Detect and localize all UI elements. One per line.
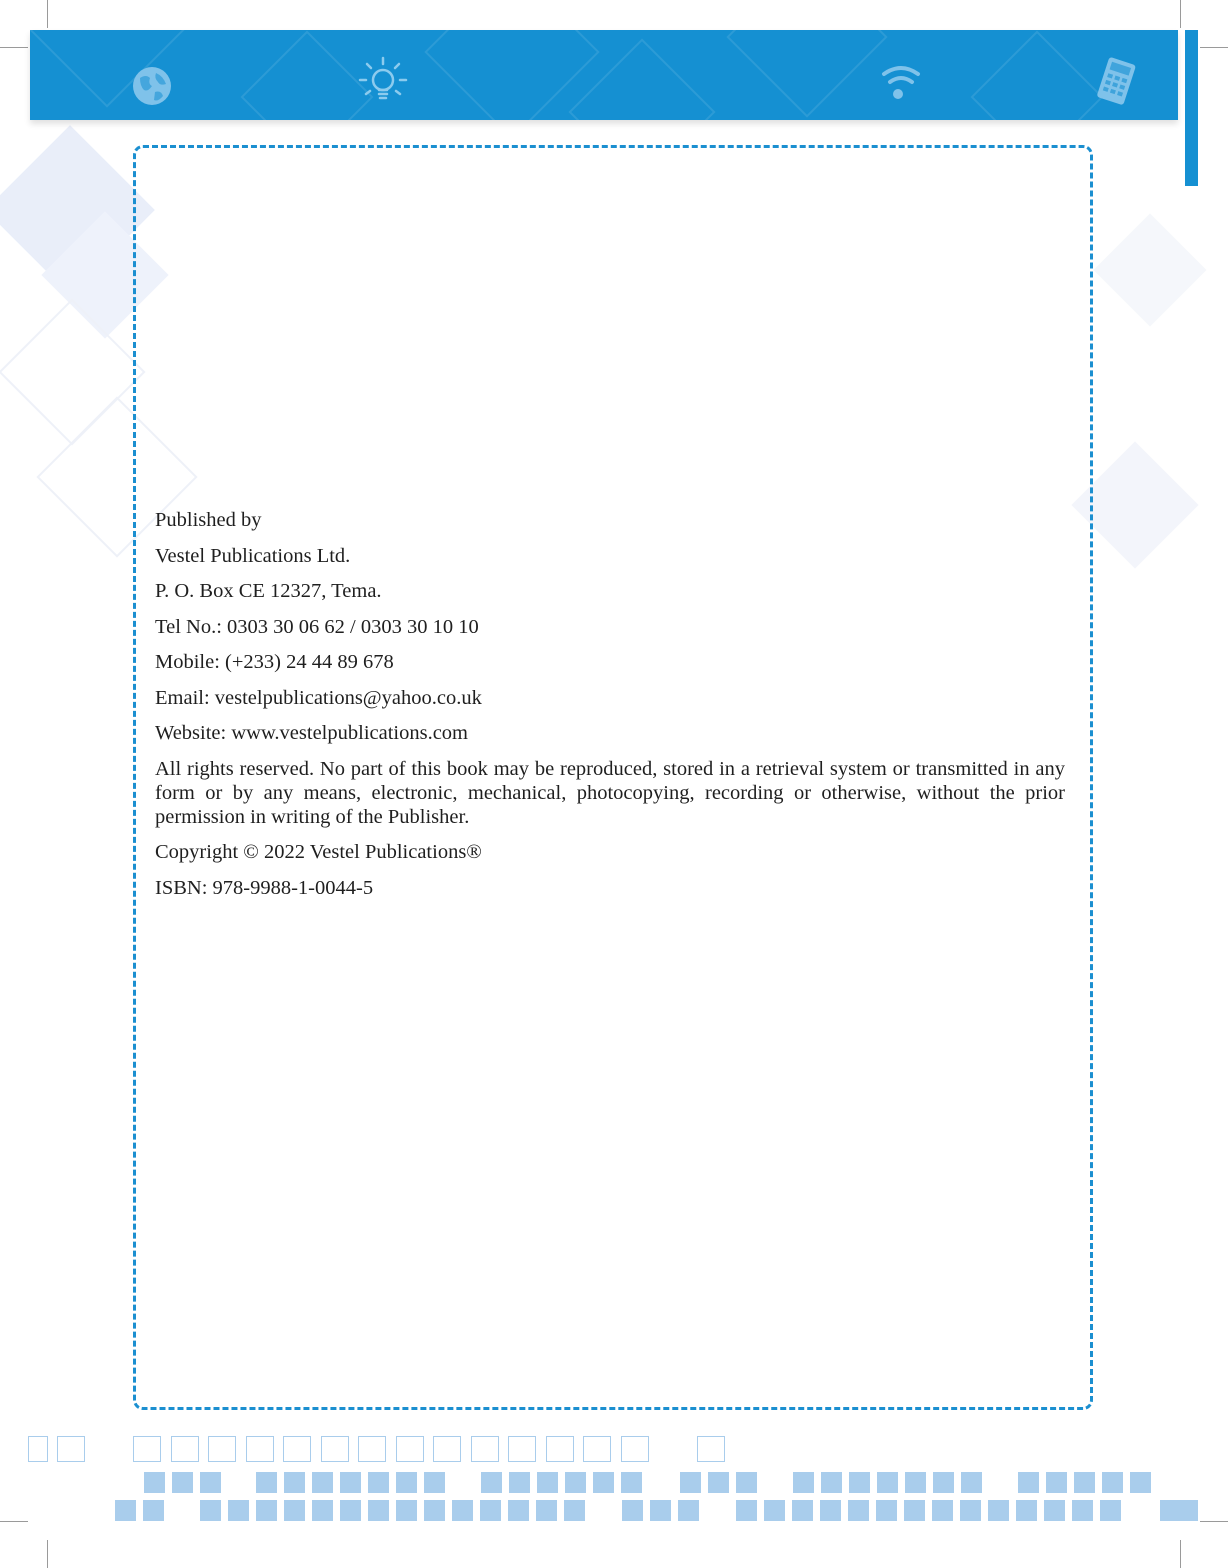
outline-square (546, 1436, 574, 1462)
background-diamond (1093, 213, 1206, 326)
filled-square (680, 1472, 701, 1493)
filled-square (424, 1472, 445, 1493)
filled-square (736, 1500, 757, 1521)
filled-square (1018, 1472, 1039, 1493)
filled-square (764, 1500, 785, 1521)
filled-square (849, 1472, 870, 1493)
filled-square (115, 1500, 136, 1521)
email: Email: vestelpublications@yahoo.co.uk (155, 686, 482, 709)
mobile: Mobile: (+233) 24 44 89 678 (155, 651, 394, 673)
filled-square (1016, 1500, 1037, 1521)
crop-mark (1180, 0, 1181, 28)
filled-square (622, 1500, 643, 1521)
crop-mark (0, 1521, 28, 1522)
filled-square (143, 1500, 164, 1521)
lightbulb-icon (354, 54, 412, 112)
filled-square (905, 1472, 926, 1493)
filled-square (144, 1472, 165, 1493)
isbn: ISBN: 978-9988-1-0044-5 (155, 876, 374, 899)
filled-square (678, 1500, 699, 1521)
telephone: Tel No.: 0303 30 06 62 / 0303 30 10 10 (155, 615, 479, 638)
filled-square (536, 1500, 557, 1521)
rights-statement: All rights reserved. No part of this book may be reproduced, stored in a retrieval system or transmitted in any form or by any means, electronic, mechanical, photocopying, recording or otherwise, without the prior permission in writing of the Publisher. (155, 757, 1065, 828)
filled-square (509, 1472, 530, 1493)
filled-square (452, 1500, 473, 1521)
filled-square (932, 1500, 953, 1521)
crop-mark (1200, 47, 1228, 48)
published-by-label: Published by (155, 509, 262, 531)
filled-square (820, 1500, 841, 1521)
copyright: Copyright © 2022 Vestel Publications® (155, 841, 482, 863)
filled-square (961, 1472, 982, 1493)
outline-square (396, 1436, 424, 1462)
filled-square (256, 1472, 277, 1493)
outline-square (28, 1436, 48, 1462)
filled-square (1074, 1472, 1095, 1493)
outline-square (583, 1436, 611, 1462)
filled-square (284, 1472, 305, 1493)
crop-mark (0, 47, 28, 48)
filled-square (312, 1500, 333, 1521)
filled-square (708, 1472, 729, 1493)
outline-square (57, 1436, 85, 1462)
filled-square (200, 1472, 221, 1493)
filled-square (593, 1472, 614, 1493)
filled-square (650, 1500, 671, 1521)
outline-square (133, 1436, 161, 1462)
outline-square (171, 1436, 199, 1462)
globe-icon (130, 64, 174, 108)
filled-square (396, 1500, 417, 1521)
filled-square (228, 1500, 249, 1521)
filled-square (424, 1500, 445, 1521)
filled-square (368, 1472, 389, 1493)
filled-square (172, 1472, 193, 1493)
header-banner (30, 30, 1178, 120)
crop-mark (1200, 1521, 1228, 1522)
filled-square (481, 1472, 502, 1493)
filled-square (396, 1472, 417, 1493)
filled-square (848, 1500, 869, 1521)
filled-square (793, 1472, 814, 1493)
filled-square (340, 1472, 361, 1493)
filled-square (312, 1472, 333, 1493)
filled-square (736, 1472, 757, 1493)
filled-square (256, 1500, 277, 1521)
filled-square (284, 1500, 305, 1521)
outline-square (697, 1436, 725, 1462)
publisher-name: Vestel Publications Ltd. (155, 544, 351, 567)
filled-square (564, 1500, 585, 1521)
filled-square (621, 1472, 642, 1493)
crop-mark (47, 1540, 48, 1568)
filled-square (877, 1472, 898, 1493)
outline-square (433, 1436, 461, 1462)
outline-square (246, 1436, 274, 1462)
filled-square (960, 1500, 981, 1521)
outline-square (208, 1436, 236, 1462)
filled-square (537, 1472, 558, 1493)
side-tab (1185, 30, 1198, 186)
outline-square (283, 1436, 311, 1462)
filled-square (565, 1472, 586, 1493)
filled-square (1130, 1472, 1151, 1493)
website: Website: www.vestelpublications.com (155, 722, 468, 744)
filled-square (988, 1500, 1009, 1521)
outline-square (471, 1436, 499, 1462)
filled-square (1160, 1500, 1198, 1521)
filled-square (480, 1500, 501, 1521)
filled-square (904, 1500, 925, 1521)
filled-square (508, 1500, 529, 1521)
filled-square (933, 1472, 954, 1493)
filled-square (368, 1500, 389, 1521)
publisher-address: P. O. Box CE 12327, Tema. (155, 580, 382, 602)
filled-square (876, 1500, 897, 1521)
outline-square (321, 1436, 349, 1462)
filled-square (340, 1500, 361, 1521)
wifi-icon (876, 62, 926, 102)
filled-square (1100, 1500, 1121, 1521)
crop-mark (47, 0, 48, 28)
crop-mark (1180, 1540, 1181, 1568)
imprint-block (155, 508, 1065, 900)
outline-square (358, 1436, 386, 1462)
filled-square (1046, 1472, 1067, 1493)
filled-square (821, 1472, 842, 1493)
outline-square (621, 1436, 649, 1462)
filled-square (1102, 1472, 1123, 1493)
outline-square (508, 1436, 536, 1462)
calculator-icon (1090, 54, 1142, 110)
filled-square (200, 1500, 221, 1521)
filled-square (1072, 1500, 1093, 1521)
filled-square (1044, 1500, 1065, 1521)
filled-square (792, 1500, 813, 1521)
